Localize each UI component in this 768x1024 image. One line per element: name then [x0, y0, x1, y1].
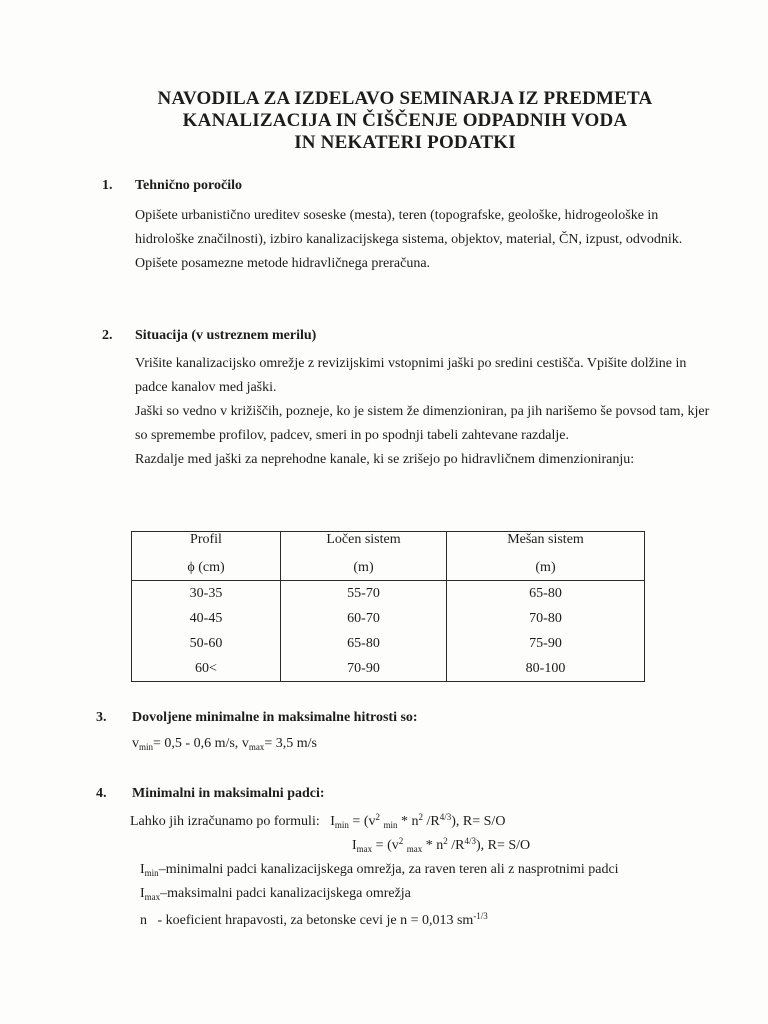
velocity-limits: $v_{min}= 0,5 - 0,6$ m/s, $v_{max}= 3,5$ m/s [132, 736, 317, 752]
section-1-number: 1. [102, 178, 113, 193]
section-1-body [135, 204, 715, 276]
table-cell: 70-80 [447, 606, 645, 631]
unit-mesan: (m) [447, 556, 645, 581]
section-3-heading: Dovoljene minimalne in maksimalne hitrosti so: [132, 710, 418, 725]
header-locen-sistem: Ločen sistem [281, 532, 447, 557]
definition-imax: $I_{max}$–maksimalni padci kanalizacijskega omrežja [140, 886, 411, 902]
table-row [132, 656, 645, 682]
section-2-body [135, 352, 715, 472]
table-row [132, 606, 645, 631]
formula-imax: $I_{max} = (v^2$ $_{max} * n^2$ $/R^{4/3}$), R= S/O [352, 836, 531, 854]
section-1-paragraph-2: Opišete posamezne metode hidravličnega preračuna. [135, 256, 431, 271]
definition-n: n - koeficient hrapavosti, za betonske cevi je n = 0,013 $sm^{-1/3}$ [140, 911, 488, 928]
table-cell: 70-90 [281, 656, 447, 682]
formula-imin: $I_{min} = (v^2$ $_{min} * n^2$ $/R^{4/3}$), R= S/O [330, 812, 506, 830]
section-1-heading: Tehnično poročilo [135, 178, 242, 193]
table-cell: 60-70 [281, 606, 447, 631]
table-cell: 30-35 [132, 581, 281, 607]
section-4-number: 4. [96, 786, 107, 801]
manhole-distance-table [131, 531, 645, 682]
table-unit-row [132, 556, 645, 581]
table-cell: 60< [132, 656, 281, 682]
section-2-number: 2. [102, 328, 113, 343]
table-cell: 40-45 [132, 606, 281, 631]
table-cell: 65-80 [447, 581, 645, 607]
title-line-2: KANALIZACIJA IN ČIŠČENJE ODPADNIH VODA [182, 110, 628, 131]
section-1-paragraph-1: Opišete urbanistično ureditev soseske (mesta), teren (topografske, geološke, hidrogeološke in hidrološke značilnosti), izbiro kanalizacijskega sistema, objektov, material, ČN, izpust, odvodnik. [135, 208, 683, 247]
table-cell: 80-100 [447, 656, 645, 682]
title-line-3: IN NEKATERI PODATKI [294, 132, 516, 153]
table-row [132, 581, 645, 607]
formula-intro-text: Lahko jih izračunamo po formuli: [130, 814, 320, 829]
formula-intro [130, 812, 505, 830]
title-line-1: NAVODILA ZA IZDELAVO SEMINARJA IZ PREDMETA [157, 88, 653, 109]
table-cell: 65-80 [281, 631, 447, 656]
table-cell: 55-70 [281, 581, 447, 607]
table-cell: 75-90 [447, 631, 645, 656]
definition-imin: $I_{min}$–minimalni padci kanalizacijskega omrežja, za raven teren ali z nasprotnimi padci [140, 862, 619, 878]
section-3-number: 3. [96, 710, 107, 725]
table-cell: 50-60 [132, 631, 281, 656]
table-row [132, 631, 645, 656]
header-mesan-sistem: Mešan sistem [447, 532, 645, 557]
section-2-heading: Situacija (v ustreznem merilu) [135, 328, 317, 343]
section-2-paragraph-1: Vrišite kanalizacijsko omrežje z revizijskimi vstopnimi jaški po sredini cestišča. Vpišite dolžine in padce kanalov med jaški. [135, 356, 687, 395]
unit-profil: ϕ (cm) [132, 556, 281, 581]
header-profil: Profil [132, 532, 281, 557]
section-2-paragraph-2: Jaški so vedno v križiščih, pozneje, ko je sistem že dimenzioniran, pa jih narišemo še povsod tam, kjer so spremembe profilov, padcev, smeri in po spodnji tabeli zahtevane razdalje. [135, 404, 710, 443]
document-title [60, 88, 750, 154]
unit-locen: (m) [281, 556, 447, 581]
section-2-paragraph-3: Razdalje med jaški za neprehodne kanale, ki se zrišejo po hidravličnem dimenzioniranju: [135, 452, 635, 467]
section-4-heading: Minimalni in maksimalni padci: [132, 786, 325, 801]
table-header-row [132, 532, 645, 557]
